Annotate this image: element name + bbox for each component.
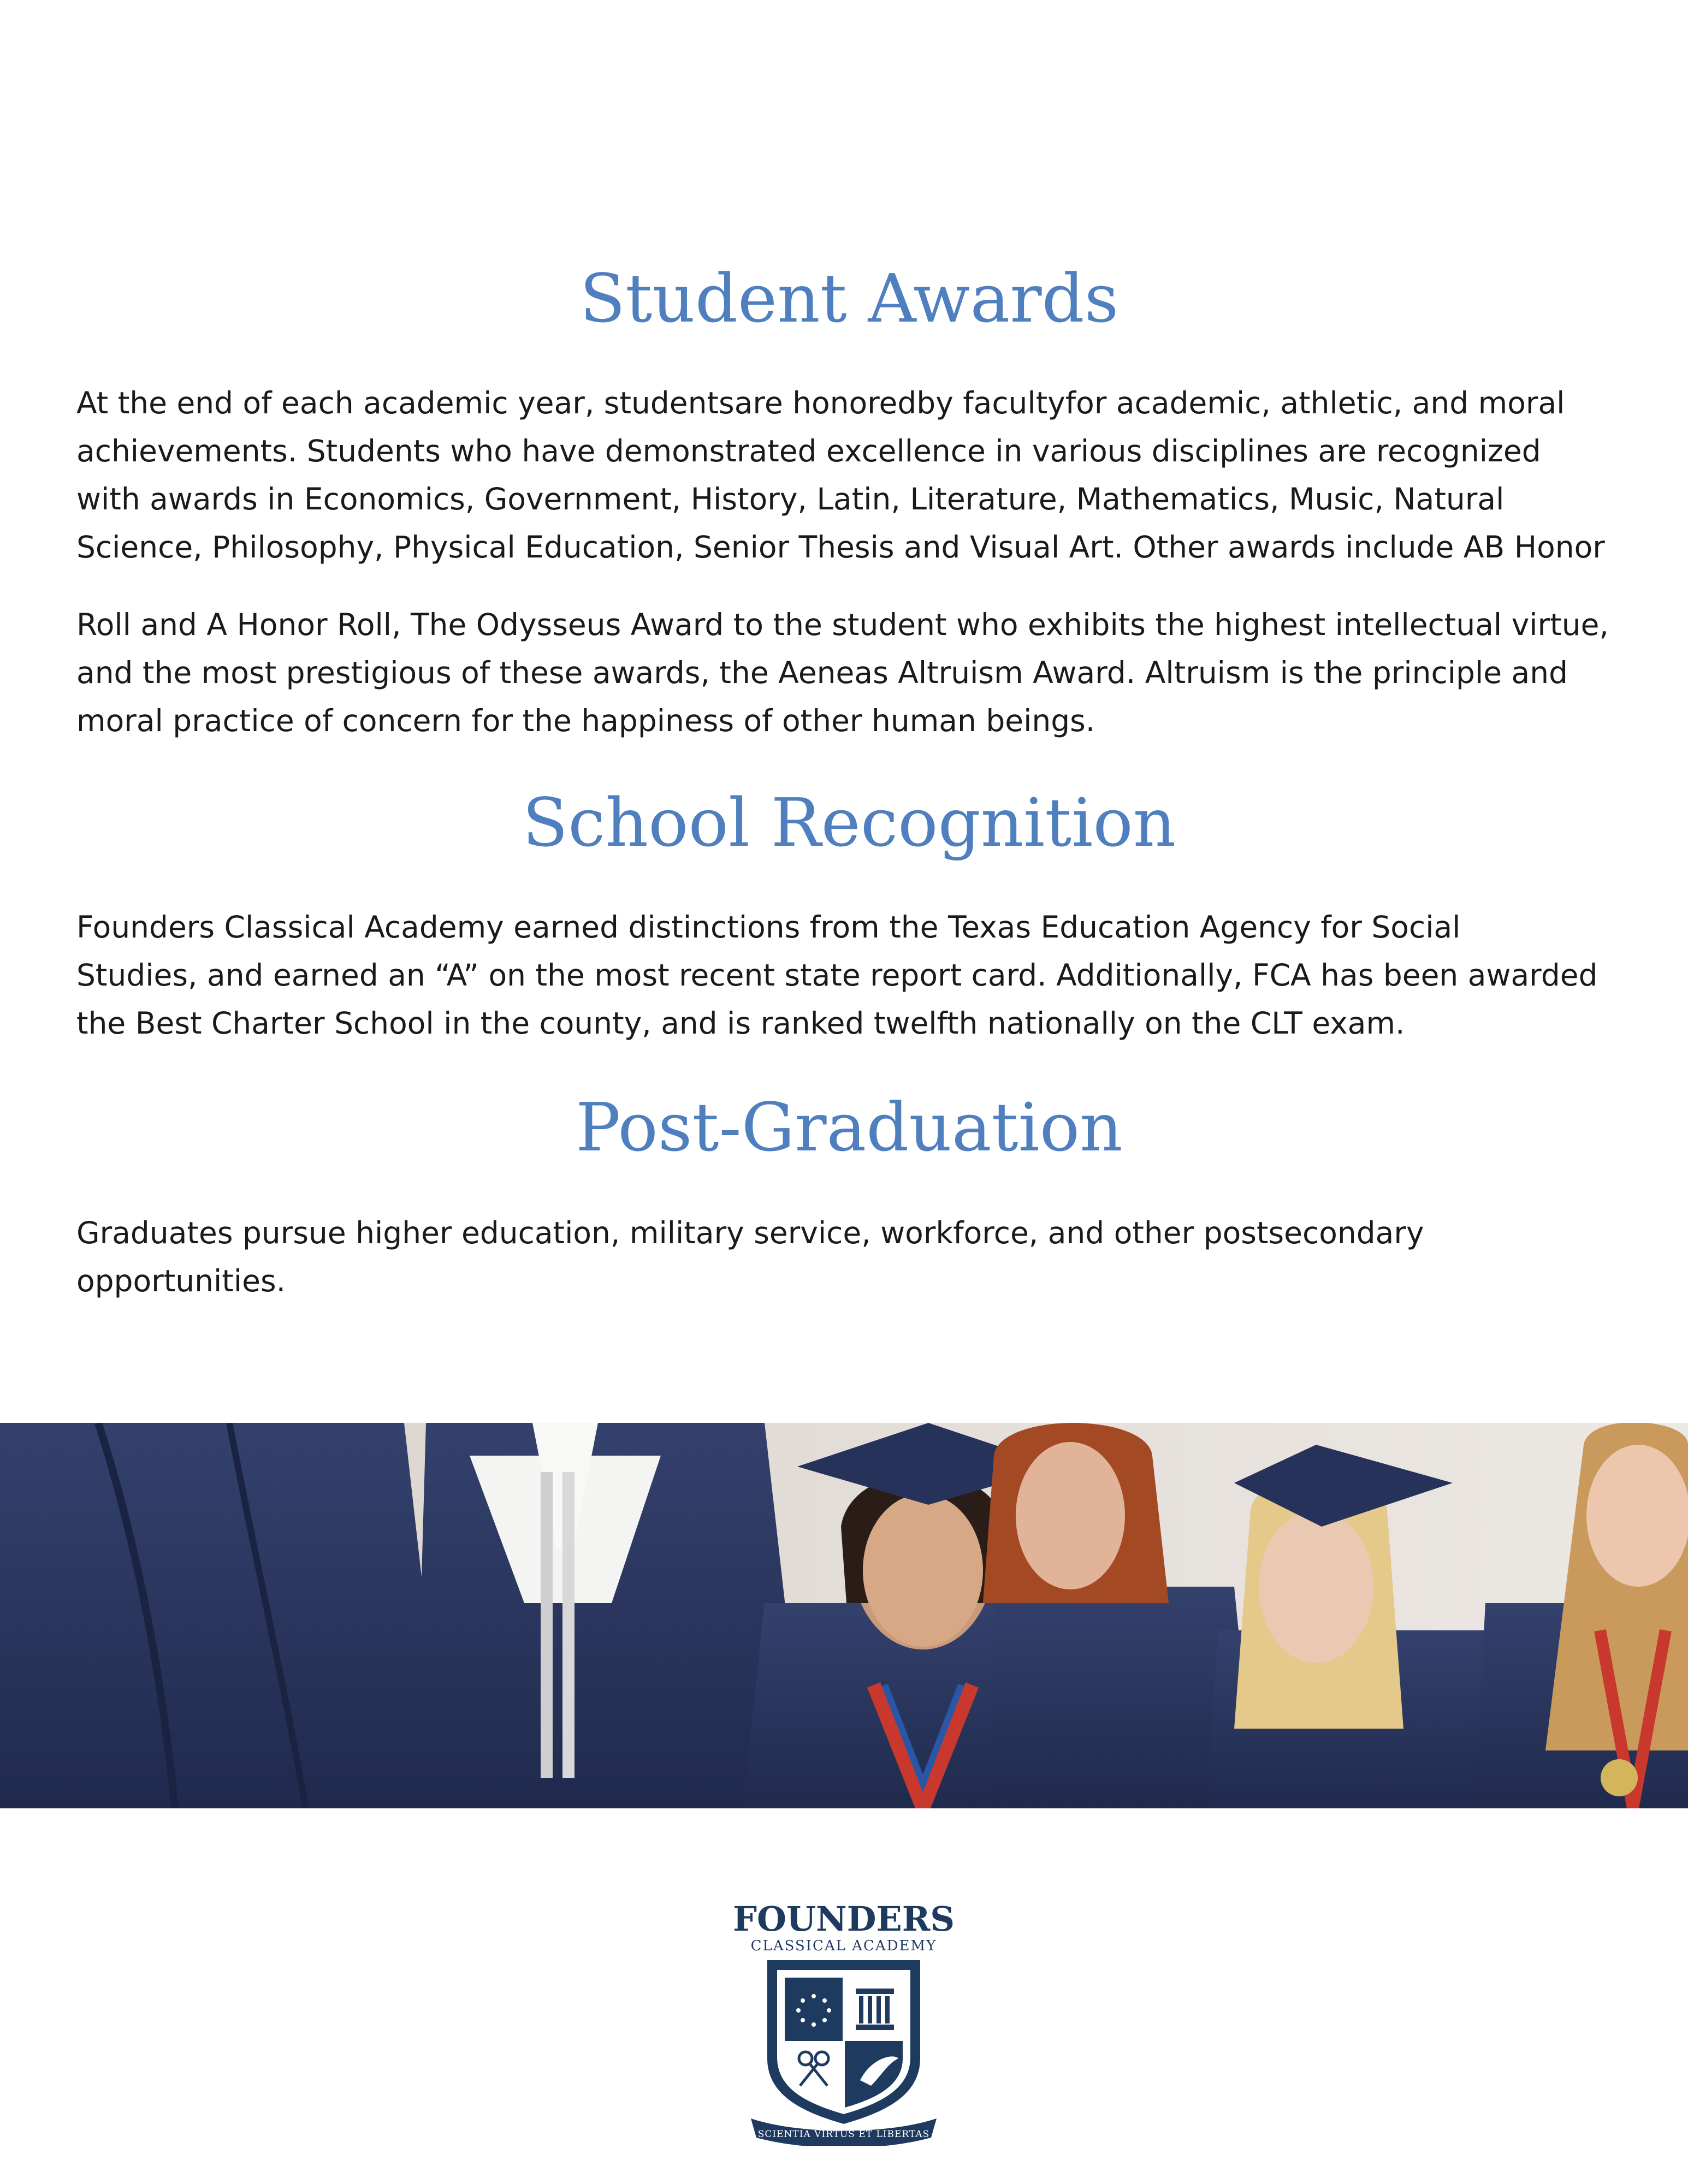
crest-icon bbox=[735, 1895, 953, 2146]
school-recognition-heading: School Recognition bbox=[522, 784, 1176, 862]
school-recognition-paragraph bbox=[76, 903, 1622, 1047]
text-line: the Best Charter School in the county, and is ranked twelfth nationally on the CLT exam. bbox=[76, 1006, 1405, 1041]
text-line: with awards in Economics, Government, History, Latin, Literature, Mathematics, Music, Natural bbox=[76, 482, 1505, 517]
logo-motto: SCIENTIA VIRTUS ET LIBERTAS bbox=[757, 2129, 930, 2140]
text-line: Studies, and earned an “A” on the most recent state report card. Additionally, FCA has been awarded bbox=[76, 958, 1598, 993]
student-awards-paragraph-2 bbox=[76, 601, 1622, 745]
logo-name-bottom: CLASSICAL ACADEMY bbox=[750, 1938, 937, 1954]
text-line: At the end of each academic year, studentsare honoredby facultyfor academic, athletic, and moral bbox=[76, 385, 1565, 420]
text-line: Roll and A Honor Roll, The Odysseus Award to the student who exhibits the highest intellectual virtue, bbox=[76, 607, 1609, 642]
text-line: opportunities. bbox=[76, 1263, 286, 1298]
text-line: achievements. Students who have demonstrated excellence in various disciplines are recognized bbox=[76, 434, 1541, 468]
logo-name-top: FOUNDERS bbox=[735, 1899, 953, 1939]
founders-logo bbox=[735, 1895, 953, 2146]
text-line: and the most prestigious of these awards, the Aeneas Altruism Award. Altruism is the principle and bbox=[76, 655, 1568, 690]
student-awards-heading: Student Awards bbox=[579, 260, 1119, 337]
graduates-illustration bbox=[0, 1423, 1688, 1808]
text-line: Graduates pursue higher education, military service, workforce, and other postsecondary bbox=[76, 1215, 1424, 1250]
post-graduation-heading: Post-Graduation bbox=[576, 1089, 1123, 1166]
text-line: Science, Philosophy, Physical Education, Senior Thesis and Visual Art. Other awards include AB Honor bbox=[76, 530, 1605, 565]
post-graduation-paragraph bbox=[76, 1209, 1622, 1305]
graduation-photo bbox=[0, 1423, 1688, 1808]
student-awards-paragraph-1 bbox=[76, 379, 1622, 571]
text-line: Founders Classical Academy earned distinctions from the Texas Education Agency for Social bbox=[76, 910, 1461, 945]
text-line: moral practice of concern for the happiness of other human beings. bbox=[76, 703, 1095, 738]
